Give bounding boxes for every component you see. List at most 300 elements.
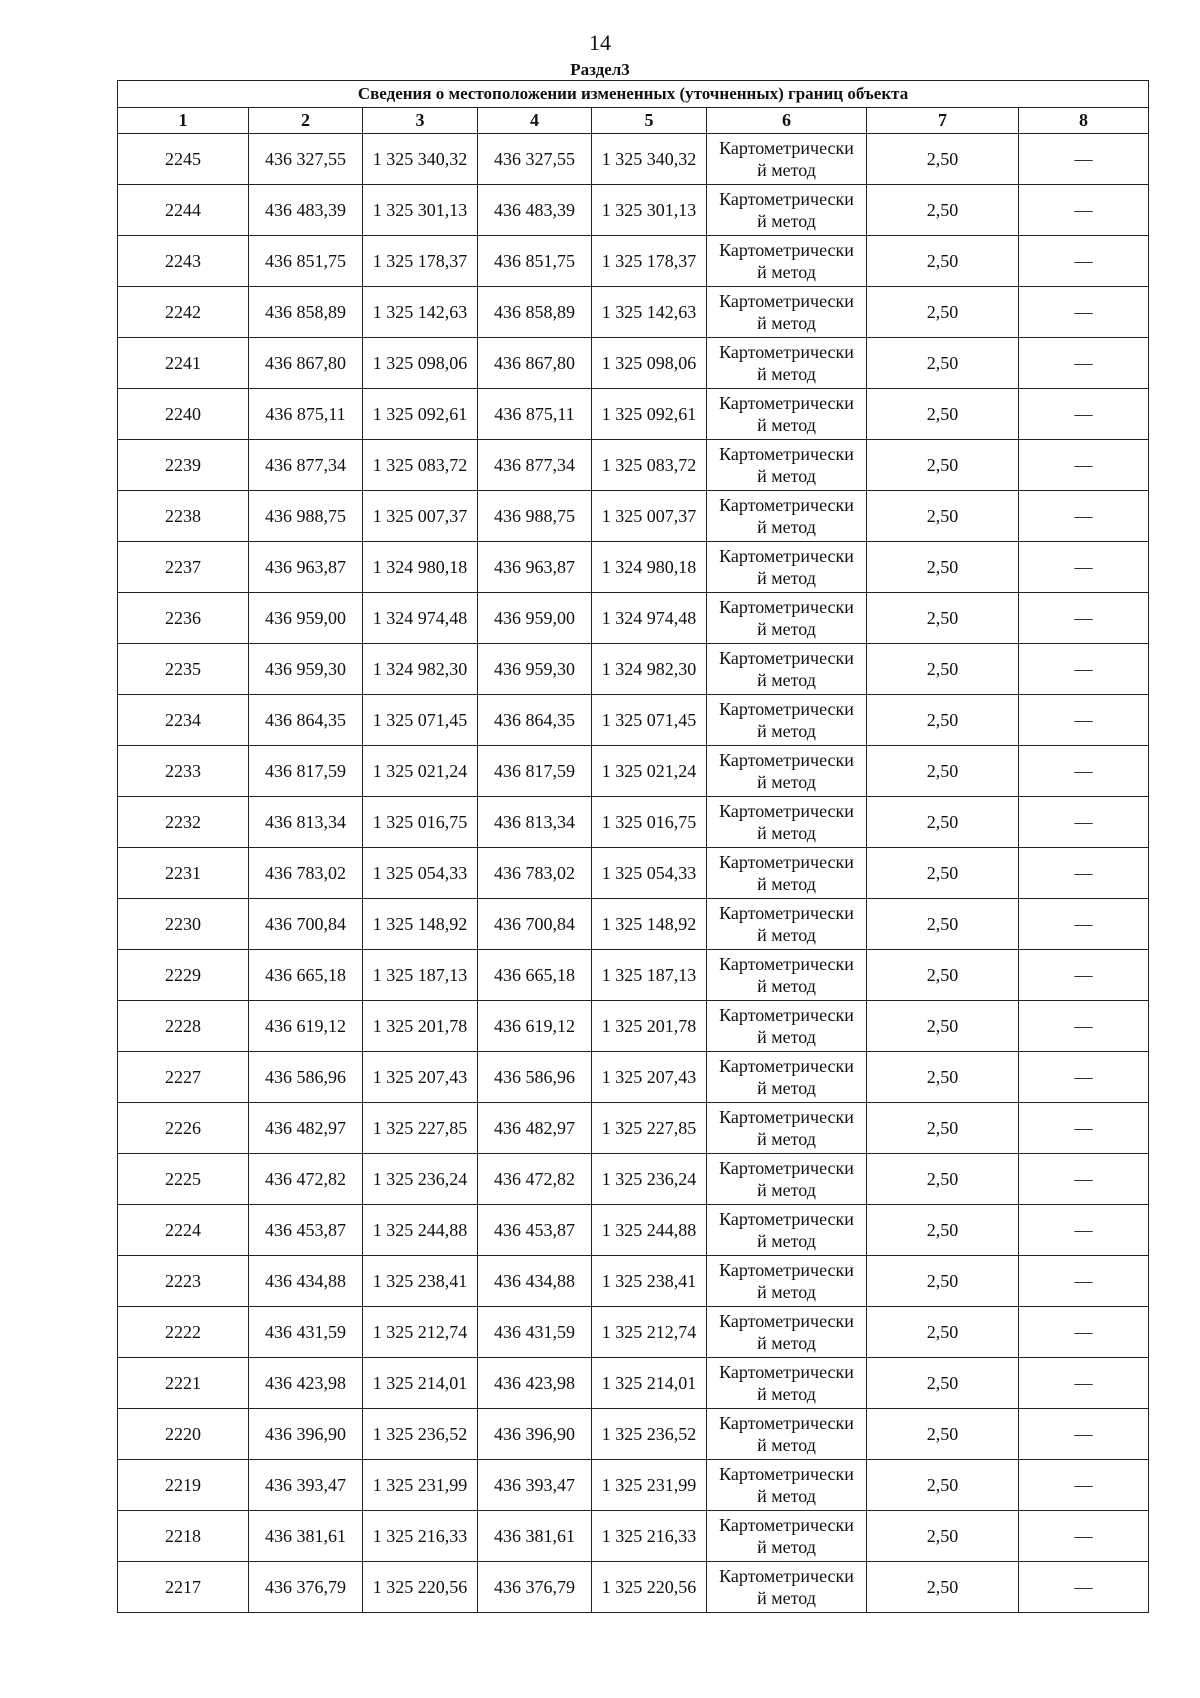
new-x-cell: 436 482,97 [478,1103,592,1154]
table-row [118,1052,1149,1103]
method-cell [707,1307,867,1358]
old-x-cell: 436 472,82 [249,1154,363,1205]
description-cell: — [1019,797,1149,848]
point-number-cell: 2230 [118,899,249,950]
new-y-cell: 1 325 054,33 [592,848,707,899]
method-cell [707,542,867,593]
method-cell [707,440,867,491]
point-number-cell: 2238 [118,491,249,542]
method-cell [707,1460,867,1511]
new-y-cell: 1 325 236,24 [592,1154,707,1205]
table-row [118,1358,1149,1409]
method-cell [707,593,867,644]
method-line-1: Картометрически [719,699,854,719]
column-header: 5 [592,108,707,134]
precision-cell: 2,50 [867,185,1019,236]
precision-cell: 2,50 [867,1154,1019,1205]
old-x-cell: 436 376,79 [249,1562,363,1613]
point-number-cell: 2237 [118,542,249,593]
new-x-cell: 436 864,35 [478,695,592,746]
precision-cell: 2,50 [867,338,1019,389]
method-cell [707,1103,867,1154]
method-line-2: й метод [757,160,816,180]
table-row [118,1001,1149,1052]
point-number-cell: 2245 [118,134,249,185]
new-x-cell: 436 813,34 [478,797,592,848]
table-row [118,1307,1149,1358]
old-x-cell: 436 783,02 [249,848,363,899]
old-y-cell: 1 325 016,75 [363,797,478,848]
method-line-1: Картометрически [719,1209,854,1229]
method-line-2: й метод [757,1129,816,1149]
old-y-cell: 1 325 178,37 [363,236,478,287]
point-number-cell: 2227 [118,1052,249,1103]
method-line-1: Картометрически [719,750,854,770]
method-line-1: Картометрически [719,852,854,872]
table-row [118,491,1149,542]
method-line-2: й метод [757,415,816,435]
new-y-cell: 1 325 021,24 [592,746,707,797]
method-line-2: й метод [757,619,816,639]
method-line-1: Картометрически [719,495,854,515]
method-line-2: й метод [757,976,816,996]
new-y-cell: 1 325 016,75 [592,797,707,848]
column-header: 7 [867,108,1019,134]
old-y-cell: 1 325 236,24 [363,1154,478,1205]
table-row [118,185,1149,236]
precision-cell: 2,50 [867,1358,1019,1409]
old-x-cell: 436 453,87 [249,1205,363,1256]
precision-cell: 2,50 [867,848,1019,899]
table-row [118,899,1149,950]
new-x-cell: 436 619,12 [478,1001,592,1052]
new-x-cell: 436 376,79 [478,1562,592,1613]
precision-cell: 2,50 [867,950,1019,1001]
method-line-2: й метод [757,925,816,945]
table-caption-row [118,81,1149,108]
table-row [118,593,1149,644]
point-number-cell: 2220 [118,1409,249,1460]
method-line-2: й метод [757,1588,816,1608]
method-line-2: й метод [757,1486,816,1506]
method-cell [707,491,867,542]
method-line-1: Картометрически [719,138,854,158]
boundary-coordinates-table [117,80,1149,1613]
precision-cell: 2,50 [867,695,1019,746]
new-y-cell: 1 325 071,45 [592,695,707,746]
new-y-cell: 1 325 201,78 [592,1001,707,1052]
point-number-cell: 2242 [118,287,249,338]
precision-cell: 2,50 [867,389,1019,440]
old-x-cell: 436 851,75 [249,236,363,287]
method-line-2: й метод [757,1078,816,1098]
old-y-cell: 1 324 974,48 [363,593,478,644]
new-x-cell: 436 875,11 [478,389,592,440]
old-x-cell: 436 877,34 [249,440,363,491]
column-header: 1 [118,108,249,134]
point-number-cell: 2228 [118,1001,249,1052]
precision-cell: 2,50 [867,542,1019,593]
precision-cell: 2,50 [867,899,1019,950]
new-x-cell: 436 472,82 [478,1154,592,1205]
old-y-cell: 1 325 212,74 [363,1307,478,1358]
precision-cell: 2,50 [867,440,1019,491]
description-cell: — [1019,1205,1149,1256]
table-row [118,440,1149,491]
old-y-cell: 1 325 142,63 [363,287,478,338]
new-x-cell: 436 586,96 [478,1052,592,1103]
table-row [118,695,1149,746]
new-x-cell: 436 396,90 [478,1409,592,1460]
method-line-1: Картометрически [719,240,854,260]
old-x-cell: 436 381,61 [249,1511,363,1562]
old-x-cell: 436 817,59 [249,746,363,797]
description-cell: — [1019,389,1149,440]
old-x-cell: 436 988,75 [249,491,363,542]
new-y-cell: 1 325 212,74 [592,1307,707,1358]
table-row [118,1511,1149,1562]
method-line-2: й метод [757,721,816,741]
point-number-cell: 2225 [118,1154,249,1205]
table-row [118,950,1149,1001]
description-cell: — [1019,185,1149,236]
method-line-1: Картометрически [719,1056,854,1076]
old-x-cell: 436 586,96 [249,1052,363,1103]
new-x-cell: 436 858,89 [478,287,592,338]
table-caption: Сведения о местоположении измененных (уточненных) границ объекта [118,81,1149,108]
new-x-cell: 436 783,02 [478,848,592,899]
method-cell [707,1052,867,1103]
table-row [118,236,1149,287]
description-cell: — [1019,1256,1149,1307]
old-x-cell: 436 813,34 [249,797,363,848]
method-line-1: Картометрически [719,1260,854,1280]
table-row [118,1103,1149,1154]
point-number-cell: 2244 [118,185,249,236]
page-number: 14 [589,30,611,55]
point-number-cell: 2240 [118,389,249,440]
point-number-cell: 2229 [118,950,249,1001]
table-row [118,1409,1149,1460]
point-number-cell: 2218 [118,1511,249,1562]
table-row [118,542,1149,593]
column-header: 8 [1019,108,1149,134]
method-line-2: й метод [757,466,816,486]
method-line-2: й метод [757,1231,816,1251]
table-row [118,1562,1149,1613]
method-line-1: Картометрически [719,291,854,311]
method-line-1: Картометрически [719,1158,854,1178]
method-line-2: й метод [757,1027,816,1047]
method-cell [707,1154,867,1205]
precision-cell: 2,50 [867,1052,1019,1103]
description-cell: — [1019,134,1149,185]
method-line-1: Картометрически [719,1464,854,1484]
table-row [118,1154,1149,1205]
description-cell: — [1019,950,1149,1001]
description-cell: — [1019,899,1149,950]
precision-cell: 2,50 [867,1307,1019,1358]
old-x-cell: 436 619,12 [249,1001,363,1052]
method-cell [707,1001,867,1052]
new-x-cell: 436 393,47 [478,1460,592,1511]
description-cell: — [1019,746,1149,797]
method-cell [707,1256,867,1307]
method-line-1: Картометрически [719,444,854,464]
method-line-2: й метод [757,772,816,792]
table-row [118,1256,1149,1307]
method-cell [707,338,867,389]
description-cell: — [1019,440,1149,491]
old-y-cell: 1 325 220,56 [363,1562,478,1613]
precision-cell: 2,50 [867,746,1019,797]
old-y-cell: 1 325 098,06 [363,338,478,389]
method-cell [707,848,867,899]
old-y-cell: 1 324 982,30 [363,644,478,695]
table-row [118,644,1149,695]
new-x-cell: 436 959,30 [478,644,592,695]
old-x-cell: 436 483,39 [249,185,363,236]
precision-cell: 2,50 [867,491,1019,542]
description-cell: — [1019,1511,1149,1562]
point-number-cell: 2236 [118,593,249,644]
table-header-row [118,108,1149,134]
new-x-cell: 436 877,34 [478,440,592,491]
method-cell [707,1409,867,1460]
old-y-cell: 1 325 236,52 [363,1409,478,1460]
method-cell [707,236,867,287]
description-cell: — [1019,542,1149,593]
description-cell: — [1019,1001,1149,1052]
precision-cell: 2,50 [867,1460,1019,1511]
method-line-1: Картометрически [719,801,854,821]
new-y-cell: 1 325 216,33 [592,1511,707,1562]
table-row [118,848,1149,899]
new-y-cell: 1 325 083,72 [592,440,707,491]
description-cell: — [1019,1409,1149,1460]
description-cell: — [1019,236,1149,287]
precision-cell: 2,50 [867,593,1019,644]
old-y-cell: 1 325 187,13 [363,950,478,1001]
method-line-1: Картометрически [719,342,854,362]
method-cell [707,287,867,338]
method-cell [707,797,867,848]
method-line-2: й метод [757,517,816,537]
old-y-cell: 1 325 216,33 [363,1511,478,1562]
method-line-1: Картометрически [719,546,854,566]
method-cell [707,1358,867,1409]
precision-cell: 2,50 [867,236,1019,287]
method-cell [707,1562,867,1613]
precision-cell: 2,50 [867,1562,1019,1613]
old-y-cell: 1 325 201,78 [363,1001,478,1052]
new-x-cell: 436 434,88 [478,1256,592,1307]
point-number-cell: 2222 [118,1307,249,1358]
point-number-cell: 2241 [118,338,249,389]
old-y-cell: 1 325 214,01 [363,1358,478,1409]
old-x-cell: 436 431,59 [249,1307,363,1358]
precision-cell: 2,50 [867,797,1019,848]
precision-cell: 2,50 [867,1205,1019,1256]
new-y-cell: 1 325 236,52 [592,1409,707,1460]
table-row [118,746,1149,797]
new-x-cell: 436 665,18 [478,950,592,1001]
table-row [118,1205,1149,1256]
new-x-cell: 436 327,55 [478,134,592,185]
method-line-2: й метод [757,262,816,282]
old-x-cell: 436 959,00 [249,593,363,644]
description-cell: — [1019,1460,1149,1511]
old-y-cell: 1 324 980,18 [363,542,478,593]
new-y-cell: 1 324 974,48 [592,593,707,644]
new-x-cell: 436 483,39 [478,185,592,236]
point-number-cell: 2232 [118,797,249,848]
description-cell: — [1019,1103,1149,1154]
new-y-cell: 1 325 187,13 [592,950,707,1001]
table-row [118,1460,1149,1511]
old-y-cell: 1 325 244,88 [363,1205,478,1256]
old-x-cell: 436 864,35 [249,695,363,746]
old-y-cell: 1 325 340,32 [363,134,478,185]
description-cell: — [1019,491,1149,542]
old-x-cell: 436 327,55 [249,134,363,185]
description-cell: — [1019,1358,1149,1409]
old-y-cell: 1 325 238,41 [363,1256,478,1307]
method-line-2: й метод [757,1537,816,1557]
new-y-cell: 1 325 214,01 [592,1358,707,1409]
table-row [118,389,1149,440]
old-x-cell: 436 665,18 [249,950,363,1001]
method-line-2: й метод [757,874,816,894]
method-line-2: й метод [757,823,816,843]
method-cell [707,899,867,950]
precision-cell: 2,50 [867,1409,1019,1460]
old-y-cell: 1 325 301,13 [363,185,478,236]
new-y-cell: 1 325 244,88 [592,1205,707,1256]
old-y-cell: 1 325 231,99 [363,1460,478,1511]
method-cell [707,389,867,440]
old-y-cell: 1 325 021,24 [363,746,478,797]
old-x-cell: 436 875,11 [249,389,363,440]
precision-cell: 2,50 [867,134,1019,185]
method-line-1: Картометрически [719,1311,854,1331]
method-line-2: й метод [757,211,816,231]
method-line-2: й метод [757,568,816,588]
method-line-1: Картометрически [719,1515,854,1535]
column-header: 4 [478,108,592,134]
old-x-cell: 436 959,30 [249,644,363,695]
new-y-cell: 1 325 238,41 [592,1256,707,1307]
column-header: 6 [707,108,867,134]
new-x-cell: 436 867,80 [478,338,592,389]
new-y-cell: 1 325 092,61 [592,389,707,440]
point-number-cell: 2231 [118,848,249,899]
method-line-1: Картометрически [719,1362,854,1382]
method-line-1: Картометрически [719,903,854,923]
table-row [118,338,1149,389]
old-y-cell: 1 325 054,33 [363,848,478,899]
old-y-cell: 1 325 207,43 [363,1052,478,1103]
new-x-cell: 436 431,59 [478,1307,592,1358]
column-header: 2 [249,108,363,134]
point-number-cell: 2223 [118,1256,249,1307]
column-header: 3 [363,108,478,134]
new-y-cell: 1 325 142,63 [592,287,707,338]
old-y-cell: 1 325 083,72 [363,440,478,491]
method-cell [707,695,867,746]
old-y-cell: 1 325 071,45 [363,695,478,746]
description-cell: — [1019,593,1149,644]
table-body [118,134,1149,1613]
point-number-cell: 2226 [118,1103,249,1154]
new-x-cell: 436 817,59 [478,746,592,797]
section-title: Раздел3 [570,60,630,79]
method-line-2: й метод [757,364,816,384]
new-y-cell: 1 325 007,37 [592,491,707,542]
new-y-cell: 1 325 178,37 [592,236,707,287]
method-line-1: Картометрически [719,1005,854,1025]
old-x-cell: 436 867,80 [249,338,363,389]
old-x-cell: 436 482,97 [249,1103,363,1154]
new-x-cell: 436 851,75 [478,236,592,287]
description-cell: — [1019,1052,1149,1103]
new-y-cell: 1 325 207,43 [592,1052,707,1103]
description-cell: — [1019,1307,1149,1358]
precision-cell: 2,50 [867,1001,1019,1052]
point-number-cell: 2234 [118,695,249,746]
new-y-cell: 1 325 231,99 [592,1460,707,1511]
description-cell: — [1019,848,1149,899]
new-y-cell: 1 325 227,85 [592,1103,707,1154]
method-line-2: й метод [757,1180,816,1200]
old-x-cell: 436 858,89 [249,287,363,338]
old-x-cell: 436 423,98 [249,1358,363,1409]
method-line-1: Картометрически [719,597,854,617]
new-y-cell: 1 325 301,13 [592,185,707,236]
description-cell: — [1019,338,1149,389]
new-y-cell: 1 325 148,92 [592,899,707,950]
new-x-cell: 436 381,61 [478,1511,592,1562]
point-number-cell: 2243 [118,236,249,287]
method-cell [707,746,867,797]
precision-cell: 2,50 [867,644,1019,695]
point-number-cell: 2219 [118,1460,249,1511]
point-number-cell: 2239 [118,440,249,491]
new-y-cell: 1 325 220,56 [592,1562,707,1613]
precision-cell: 2,50 [867,1103,1019,1154]
new-x-cell: 436 988,75 [478,491,592,542]
old-x-cell: 436 700,84 [249,899,363,950]
new-y-cell: 1 325 340,32 [592,134,707,185]
method-cell [707,644,867,695]
point-number-cell: 2217 [118,1562,249,1613]
method-cell [707,1511,867,1562]
method-line-2: й метод [757,313,816,333]
method-line-1: Картометрически [719,648,854,668]
precision-cell: 2,50 [867,1511,1019,1562]
new-x-cell: 436 453,87 [478,1205,592,1256]
old-y-cell: 1 325 227,85 [363,1103,478,1154]
method-line-1: Картометрически [719,954,854,974]
method-cell [707,134,867,185]
precision-cell: 2,50 [867,287,1019,338]
method-line-1: Картометрически [719,1107,854,1127]
method-cell [707,185,867,236]
description-cell: — [1019,644,1149,695]
description-cell: — [1019,1154,1149,1205]
new-y-cell: 1 325 098,06 [592,338,707,389]
old-y-cell: 1 325 007,37 [363,491,478,542]
